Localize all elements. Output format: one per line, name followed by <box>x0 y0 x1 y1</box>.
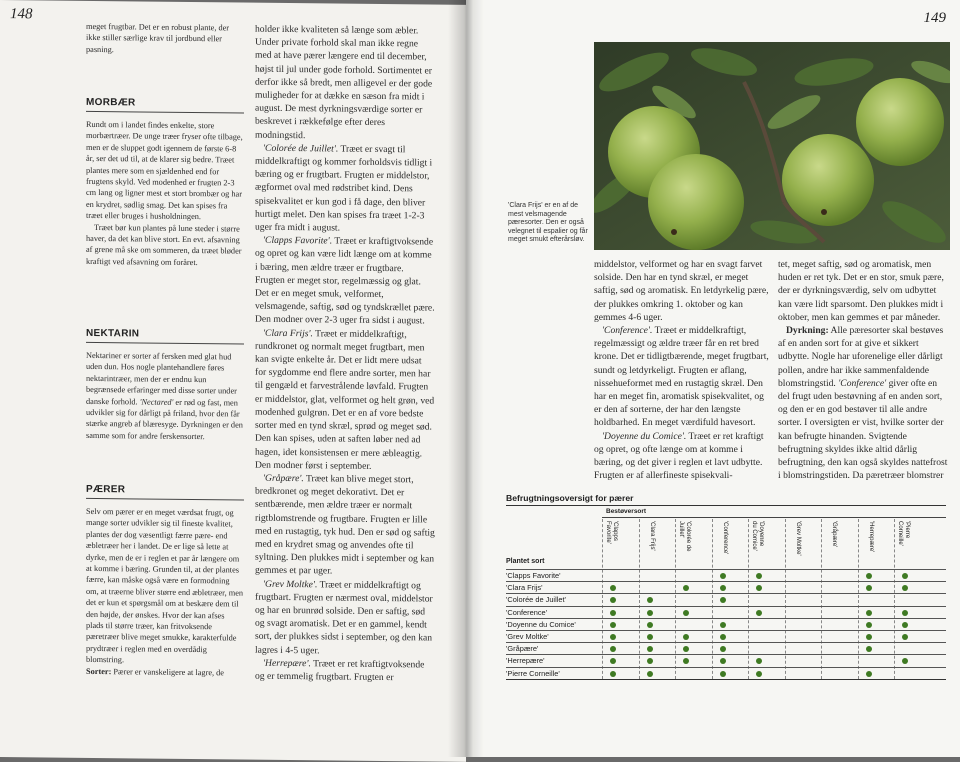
table-column-label <box>865 521 875 567</box>
pollination-dot <box>683 634 689 640</box>
paerer-text: Selv om pærer er en meget værdsat frugt, og mange sorter udvikler sig til fineste kvalitet, plantes der dog væsentligt færre pære- end æbletræer her i landet. De er lige så lette at dyrke, men de er i reglen et par år længere om at komme i bæring. Grunden til, at der plantes færre, kan måske også være en formodning om, at træerne bliver større end æbletræer, men det er kun et spørgsmål om at beskære dem til den højde, der ønskes. Hvor der kan afses plads til større træer, kan fritvoksende pæretræer blive meget smukke, karakterfulde prydtræer i reglen med en overdådig blomstring. <box>86 506 244 665</box>
colb-para-3 <box>255 326 435 473</box>
heading-nektarin: NEKTARIN <box>86 327 140 340</box>
table-row <box>506 667 946 680</box>
pollination-dot <box>610 622 616 628</box>
left-column-a <box>86 21 244 57</box>
pollination-dot <box>902 573 908 579</box>
table-title: Befrugtningsoversigt for pærer <box>506 493 946 506</box>
pollination-dot <box>902 658 908 664</box>
table-column-label <box>751 521 765 567</box>
table-row <box>506 569 946 582</box>
variety-text: Træet er middelkraftigt, regelmæssigt og ældre træer får en ret bred krone. Det er tidligtbærende, meget frugtbart, sundt og letdyrkeligt. Frugten er aflang, nissehueformet med en rustagtig skræl. Den har en meget fin, aromatisk spisekvalitet, og er den af sorterne, der har den længste holdbarhed. En meget værdifuld havesort. <box>594 325 769 429</box>
variety-name: 'Grev Moltke'. <box>263 578 318 590</box>
page-number-left: 148 <box>10 6 33 23</box>
variety-text: Træet er svagt til middelkraftigt og kommer forholdsvis tidligt i bæring og er frugtbart. Frugten er middelstor, ægformet oval med rødstribet kind. Dens spisekvalitet er kun god i få dage, den bliver hurtigt melet. Den kan spises fra træet 1-2-3 uger fra midt i august. <box>255 143 433 234</box>
table-column-label <box>605 521 619 567</box>
left-column-b <box>255 23 435 685</box>
morbaer-text-2: Træet bør kun plantes på lune steder i større haver, da det kan blive stort. En evt. afsavning af grene må ske om sommeren, da træet bløder kraftigt ved afsavning om foråret. <box>86 222 242 267</box>
colc-para-1 <box>594 324 772 430</box>
pollination-dot <box>610 671 616 677</box>
sorter-label: Sorter: <box>86 666 112 676</box>
photo-caption: 'Clara Frijs' er en af de mest velsmagende pæresorter. Den er også velegnet til espalier og får meget smukt efterårsløv. <box>508 202 588 244</box>
pollination-dot <box>902 622 908 628</box>
table-column-label <box>719 521 729 567</box>
pollination-dot <box>610 646 616 652</box>
pollination-dot <box>610 634 616 640</box>
pollination-dot <box>866 585 872 591</box>
pollination-dot <box>610 610 616 616</box>
pollination-dot <box>866 634 872 640</box>
row-variety-name: 'Colorée de Juillet' <box>506 595 566 605</box>
pollination-dot <box>720 646 726 652</box>
variety-name: 'Clara Frijs'. <box>263 327 313 339</box>
colc-para-0: middelstor, velformet og har en svagt farvet solside. Den har en tynd skræl, er meget saftig, sød og aromatisk. En letdyrkelig pære, der plukkes omkring 1. oktober og kan gemmes 4-6 uger. <box>594 259 769 323</box>
dyrkning-text-after: giver ofte en del frugt uden bestøvning af en anden sort, og den er en god bestøver til alle andre sorter. I oversigten er vist, hvilke sorter der kan befrugte hinanden. Svigtende befrugtning skyldes ikke altid dårlig befrugtning, den kan også skyldes nattefrost i blomstringstiden. Da pæretræer blomstrer <box>778 377 948 482</box>
dyrkning-text: Alle pæresorter skal bestøves af en anden sort for at give et sikkert udbytte. Nogle har uforenelige eller dårligt pollen, andre har ikke sammenfaldende blomstringstid. <box>778 325 944 389</box>
row-variety-name: 'Grev Moltke' <box>506 632 549 641</box>
pollination-dot <box>756 671 762 677</box>
pollination-dot <box>683 585 689 591</box>
paerer-section <box>86 506 244 679</box>
column-label-text: 'Clara Frijs' <box>648 521 655 551</box>
table-row <box>506 581 946 594</box>
pollination-dot <box>902 634 908 640</box>
pollination-dot <box>647 658 653 664</box>
pollination-dot <box>610 585 616 591</box>
colb-para-1 <box>255 141 435 235</box>
row-variety-name: 'Pierre Corneille' <box>506 668 560 678</box>
variety-name: 'Conference' <box>838 377 887 389</box>
colb-para-0: holder ikke kvaliteten så længe som æbler. Under private forhold skal man ikke regne med at have pærer længere end til december, højst til jul under gode forhold. Sortimentet er derfor ikke så bredt, men alligevel er der gode muligheder for at dække en sæson fra midt i august. De mest dyrkningsværdige sorter er beskrevet i rækkefølge efter deres modningstid. <box>255 23 433 141</box>
pollination-dot <box>866 622 872 628</box>
pollination-dot <box>647 634 653 640</box>
intro-paragraph: meget frugtbar. Det er en robust plante, der ikke stiller særlige krav til jordbund eller pasning. <box>86 21 230 55</box>
table-column-label <box>828 521 838 567</box>
colb-para-2 <box>255 234 435 328</box>
pollination-dot <box>720 634 726 640</box>
nektarin-variety: 'Nectared' <box>139 397 174 407</box>
variety-name: 'Doyenne du Comice'. <box>602 430 687 442</box>
pollination-dot <box>756 585 762 591</box>
colb-para-6 <box>255 656 435 684</box>
variety-text: Træet er middelkraftigt, rundkronet og normalt meget frugtbart, men kan svigte enkelte år. Det er lidt mere udsat for sygdomme end flere andre sorter, men har til gengæld et farvestrålende løvfald. Frugten er middelstor, glat, velformet og helt grøn, ved modenhed gulgrøn. Det er en af vore bedste sorter med en tynd skræl, sprød og meget sød. Den kan spises, uden at saften løber ned ad hagen, idet konsistensen er mere æbleagtig. Den modner først i september. <box>255 327 435 472</box>
heading-paerer: PÆRER <box>86 483 126 496</box>
table-row <box>506 630 946 643</box>
row-variety-name: 'Herrepære' <box>506 656 545 666</box>
cold-para-0: tet, meget saftig, sød og aromatisk, men huden er ret tyk. Det er en stor, smuk pære, der er dyrkningsværdig, selv om udbyttet kan være lidt sparsomt. Den plukkes midt i oktober, men kan gemmes et par måneder. <box>778 259 944 323</box>
variety-text: Træet er ret kraftigt og opret, og ofte længe om at komme i bæring, og det giver i reglen et lavt udbytte. Frugten er af allerfineste spisekvali- <box>594 430 764 482</box>
variety-text: Træet er middelkraftigt og frugtbart. Frugten er nærmest oval, middelstor og har en brunrød solside. Den er saftig, sød og svagt aromatisk. Det er en gammel, kendt sort, der plukkes sidst i september, og den kan lagres i 4-5 uger. <box>255 578 433 656</box>
pollination-dot <box>756 658 762 664</box>
right-column-d <box>778 258 948 482</box>
variety-name: 'Gråpære'. <box>263 472 304 485</box>
nektarin-text: Nektariner er sorter af fersken med glat hud uden dun. Hos nogle plantehandlere føres nektarintræer, men der er endnu kun begrænsede erfaringer med disse sorter under danske forhold. <box>86 350 237 407</box>
column-label-text: 'Conference' <box>721 521 728 555</box>
pollination-dot <box>720 671 726 677</box>
pollination-dot <box>756 573 762 579</box>
left-page <box>0 0 466 762</box>
column-label-text: 'Grev Moltke' <box>794 521 801 556</box>
right-column-c <box>594 258 772 482</box>
pollination-dot <box>683 658 689 664</box>
sorter-text: Pærer er vanskeligere at lagre, de <box>111 666 224 678</box>
pollination-dot <box>902 585 908 591</box>
table-row <box>506 593 946 606</box>
colb-para-4 <box>255 472 435 580</box>
pear-photo-illustration <box>594 42 950 250</box>
row-variety-name: 'Clapps Favorite' <box>506 571 561 580</box>
sorter-paragraph <box>86 666 244 679</box>
pollination-dot <box>866 646 872 652</box>
nektarin-section <box>86 350 244 443</box>
pollination-dot <box>647 671 653 677</box>
pollination-dot <box>902 610 908 616</box>
table-row <box>506 642 946 655</box>
pollination-dot <box>756 610 762 616</box>
colc-para-2 <box>594 430 772 483</box>
pollination-dot <box>647 622 653 628</box>
table-column-label <box>792 521 802 567</box>
pollination-dot <box>720 622 726 628</box>
table-bottom-rule <box>506 679 946 681</box>
page-number-right: 149 <box>923 10 946 26</box>
variety-text: Træet kan blive meget stort, bredkronet og meget dekorativt. Det er sentbærende, men ældre træer er normalt rigtblomstrende og frugtbare. Frugten er lille med en rustagtig, tyk hud. Den er sød og saftig med en krydret smag og anvendes ofte til syltning. Den plukkes midt i september og kan gemmes et par uger. <box>255 473 435 577</box>
column-label-text: 'Gråpære' <box>831 521 837 548</box>
column-label-text: 'Pierre Corneille' <box>897 521 910 546</box>
pollination-dot <box>647 610 653 616</box>
table-column-label <box>678 521 692 567</box>
pollination-dot <box>647 646 653 652</box>
table-header-rule <box>602 517 946 518</box>
pollination-dot <box>610 658 616 664</box>
table-column-super-header: Bestøversort <box>606 508 647 515</box>
pollination-dot <box>647 597 653 603</box>
pollination-dot <box>720 573 726 579</box>
pollination-dot <box>866 671 872 677</box>
pollination-dot <box>610 597 616 603</box>
table-column-label <box>897 521 911 567</box>
pollination-dot <box>683 646 689 652</box>
table-row <box>506 606 946 619</box>
column-label-text: 'Clapps Favorite' <box>605 521 618 544</box>
pollination-dot <box>720 658 726 664</box>
nektarin-text-2: er rød og fast, men udvikler sig for dårligt på friland, hvor den får stærke angreb af blæresyge. Dyrkningen er den samme som for andre ferskensorter. <box>86 397 243 441</box>
dyrkning-label: Dyrkning: <box>786 325 829 337</box>
column-label-text: 'Colorée de Juillet' <box>678 521 691 552</box>
row-variety-name: 'Clara Frijs' <box>506 583 543 593</box>
variety-name: 'Herrepære'. <box>263 657 311 670</box>
pollination-dot <box>866 573 872 579</box>
table-row <box>506 654 946 667</box>
variety-text: Træet er kraftigtvoksende og opret og kan være lidt længe om at komme i bæring, men ældre træer er frugtbare. Frugten er meget stor, regelmæssig og glat. Det er en meget smuk, velformet, velsmagende, saftig, sød og tyndskrællet pære. Den modner over 2-3 uger fra sidst i august. <box>255 235 435 327</box>
morbaer-section <box>86 119 244 269</box>
row-variety-name: 'Gråpære' <box>506 644 539 654</box>
heading-morbaer: MORBÆR <box>86 96 136 109</box>
variety-name: 'Colorée de Juillet'. <box>263 142 339 155</box>
table-row <box>506 618 946 631</box>
pollination-dot <box>720 597 726 603</box>
column-label-text: 'Doyenne du Comice' <box>751 521 764 551</box>
column-label-text: 'Herrepære' <box>867 521 874 553</box>
variety-text: Træet er ret kraftigtvoksende og er temmelig frugtbart. Frugten er <box>255 658 425 684</box>
pollination-dot <box>866 610 872 616</box>
row-variety-name: 'Doyenne du Comice' <box>506 619 576 629</box>
pollination-dot <box>720 585 726 591</box>
nektarin-paragraph <box>86 350 244 443</box>
pollination-table <box>506 493 946 678</box>
cold-para-1 <box>778 324 948 482</box>
table-column-label <box>646 521 656 567</box>
table-row-header: Plantet sort <box>506 558 545 565</box>
variety-name: 'Clapps Favorite'. <box>263 235 333 247</box>
row-variety-name: 'Conference' <box>506 607 548 617</box>
pear-photo <box>594 42 950 250</box>
colb-para-5 <box>255 577 435 658</box>
variety-name: 'Conference'. <box>602 325 653 337</box>
pollination-dot <box>683 610 689 616</box>
morbaer-text: Rundt om i landet findes enkelte, store morbærtræer. De unge træer fryser ofte tilbage, men er de sluppet godt igennem de første 6-8 år, ser det ud til, at de klarer sig bedre. Træet plantes mere som en sjældenhed end for frugtens skyld. Ved modenhed er frugten 2-3 cm lang og ligner mest et stort brombær og har en krydret, sødlig smag. Det kan spises fra træet eller bruges i husholdningen. <box>86 119 243 222</box>
